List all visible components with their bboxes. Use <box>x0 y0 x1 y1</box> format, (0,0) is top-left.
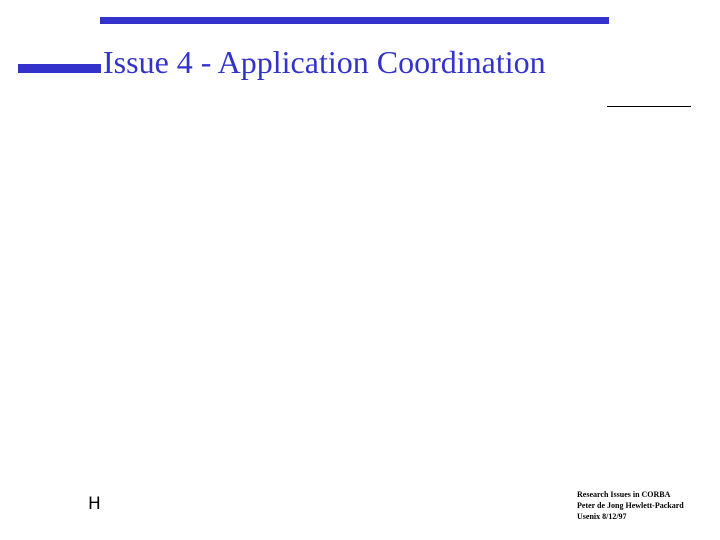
footer-line-venue: Usenix 8/12/97 <box>577 512 627 521</box>
divider-line <box>607 106 691 107</box>
top-accent-rule <box>100 17 609 24</box>
slide-footer <box>577 489 684 522</box>
footer-line-author: Peter de Jong Hewlett-Packard <box>577 501 684 510</box>
hp-logo-icon: H <box>88 494 101 514</box>
footer-line-talk: Research Issues in CORBA <box>577 490 671 499</box>
title-accent-bar <box>18 64 101 73</box>
slide-title: Issue 4 - Application Coordination <box>103 44 546 80</box>
